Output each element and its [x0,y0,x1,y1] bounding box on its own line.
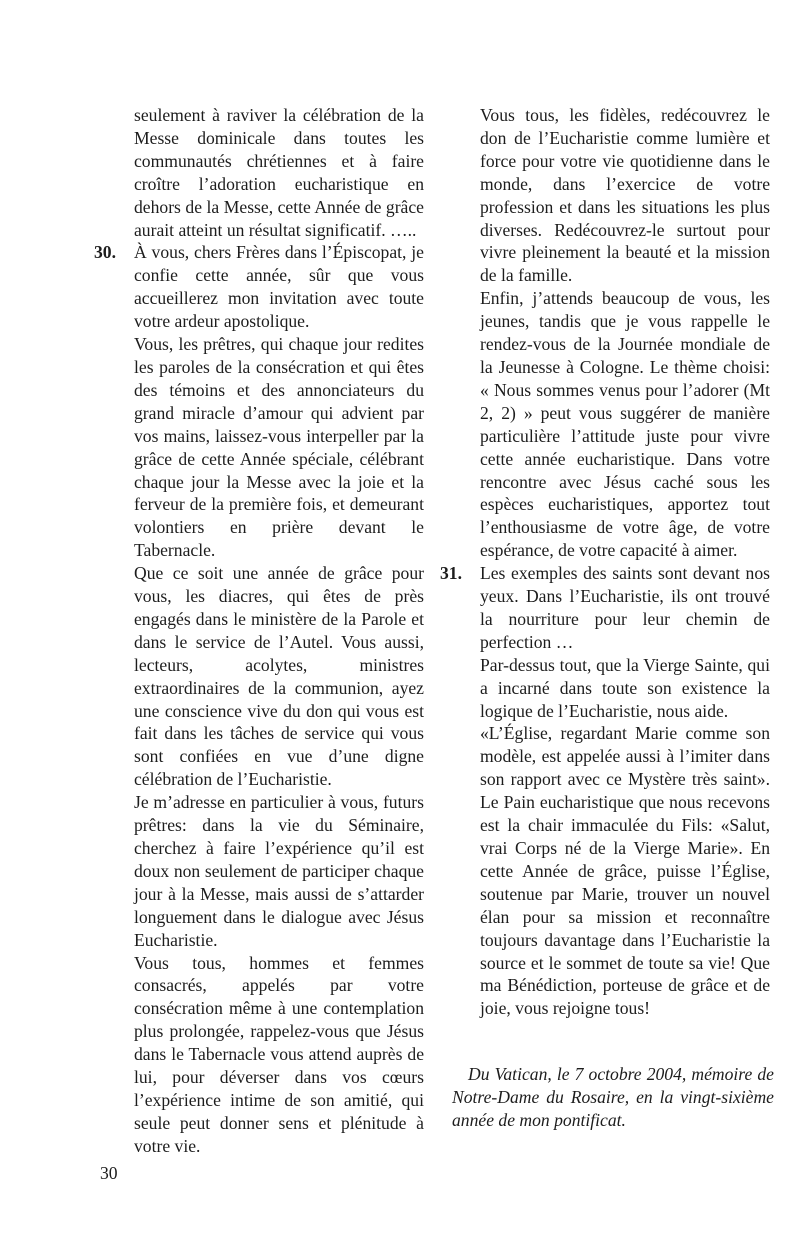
paragraph-text: Vous tous, les fidèles, redécouvrez le don de l’Eucharistie comme lumière et force pour votre vie quotidienne dans le monde, dans l’exercice de votre profession et dans les situations les plus diverses. Redécouvrez-le surtout pour vivre pleinement la beauté et la mission de la famille. [480,105,770,286]
continuation-paragraph [94,104,424,241]
paragraph-text: Vous tous, hommes et femmes consacrés, appelés par votre consécration même à une contemplation plus prolongée, rappelez-vous que Jésus dans le Tabernacle vous attend auprès de lui, pour déverser dans vos cœurs l’expérience intime de son amitié, qui seule peut donner sens et plénitude à votre vie. [134,952,424,1156]
paragraph-text: À vous, chers Frères dans l’Épiscopat, je confie cette année, sûr que vous accueillerez mon invitation avec toute votre ardeur apostolique. [134,242,424,332]
paragraph-text: «L’Église, regardant Marie comme son modèle, est appelée aussi à l’imiter dans son rapport avec ce Mystère très saint». Le Pain eucharistique que nous recevons est la chair immaculée du Fils: «Salut, vrai Corps né de la Vierge Marie». En cette Année de grâce, puisse l’Église, soutenue par Marie, trouver un nouvel élan pour sa mission et reconnaître toujours davantage dans l’Eucharistie la source et le sommet de toute sa vie! Que ma Bénédiction, porteuse de grâce et de joie, vous rejoigne tous! [480,723,770,1019]
section-30 [94,241,424,1157]
paragraph-text: seulement à raviver la célébration de la Messe dominicale dans toutes les communautés chrétiennes et à faire croître l’adoration eucharistique en dehors de la Messe, cette Année de grâce aurait atteint un résultat significatif. ….. [134,105,424,240]
paragraph-text: Que ce soit une année de grâce pour vous, les diacres, qui êtes de près engagés dans le ministère de la Parole et dans le service de l’Autel. Vous aussi, lecteurs, acolytes, ministres extraordinaires de la communion, ayez une conscience vive du don qui vous est fait dans les tâches de service qui vous sont confiées en vue d’une digne célébration de l’Eucharistie. [134,563,424,790]
paragraph-text: Enfin, j’attends beaucoup de vous, les jeunes, tandis que je vous rappelle le rendez-vous de la Journée mondiale de la Jeunesse à Cologne. Le thème choisi: « Nous sommes venus pour l’adorer (Mt 2, 2) » peut vous suggérer de manière particulière l’attitude juste pour vivre cette année eucharistique. Dans votre rencontre avec Jésus caché sous les espèces eucharistiques, apportez tout l’enthousiasme de votre âge, de votre espérance, de votre capacité à aimer. [480,288,770,561]
section-number: 31. [440,563,462,584]
paragraph-text: Les exemples des saints sont devant nos yeux. Dans l’Eucharistie, ils ont trouvé la nourriture pour leur chemin de perfection … [480,563,770,652]
right-column [440,104,770,1020]
paragraph-text: Par-dessus tout, que la Vierge Sainte, qui a incarné dans toute son existence la logique de l’Eucharistie, nous aide. [480,654,770,721]
signoff-dateline: Du Vatican, le 7 octobre 2004, mémoire de Notre-Dame du Rosaire, en la vingt-sixième année de mon pontificat. [452,1064,774,1130]
page-number: 30 [100,1163,118,1183]
section-number: 30. [94,242,116,263]
left-column [94,104,424,1158]
paragraph-text: Je m’adresse en particulier à vous, futurs prêtres: dans la vie du Séminaire, cherchez à faire l’expérience qu’il est doux non seulement de participer chaque jour à la Messe, mais aussi de s’attarder longuement dans le dialogue avec Jésus Eucharistie. [134,792,424,950]
continuation-paragraphs [440,104,770,562]
section-31 [440,562,770,1020]
paragraph-text: Vous, les prêtres, qui chaque jour redites les paroles de la consécration et qui êtes des témoins et des annonciateurs du grand miracle d’amour qui advient par vos mains, laissez-vous interpeller par la grâce de cette Année spéciale, célébrant chaque jour la Messe avec la joie et la ferveur de la première fois, et demeurant volontiers en prière devant le Tabernacle. [134,334,424,561]
